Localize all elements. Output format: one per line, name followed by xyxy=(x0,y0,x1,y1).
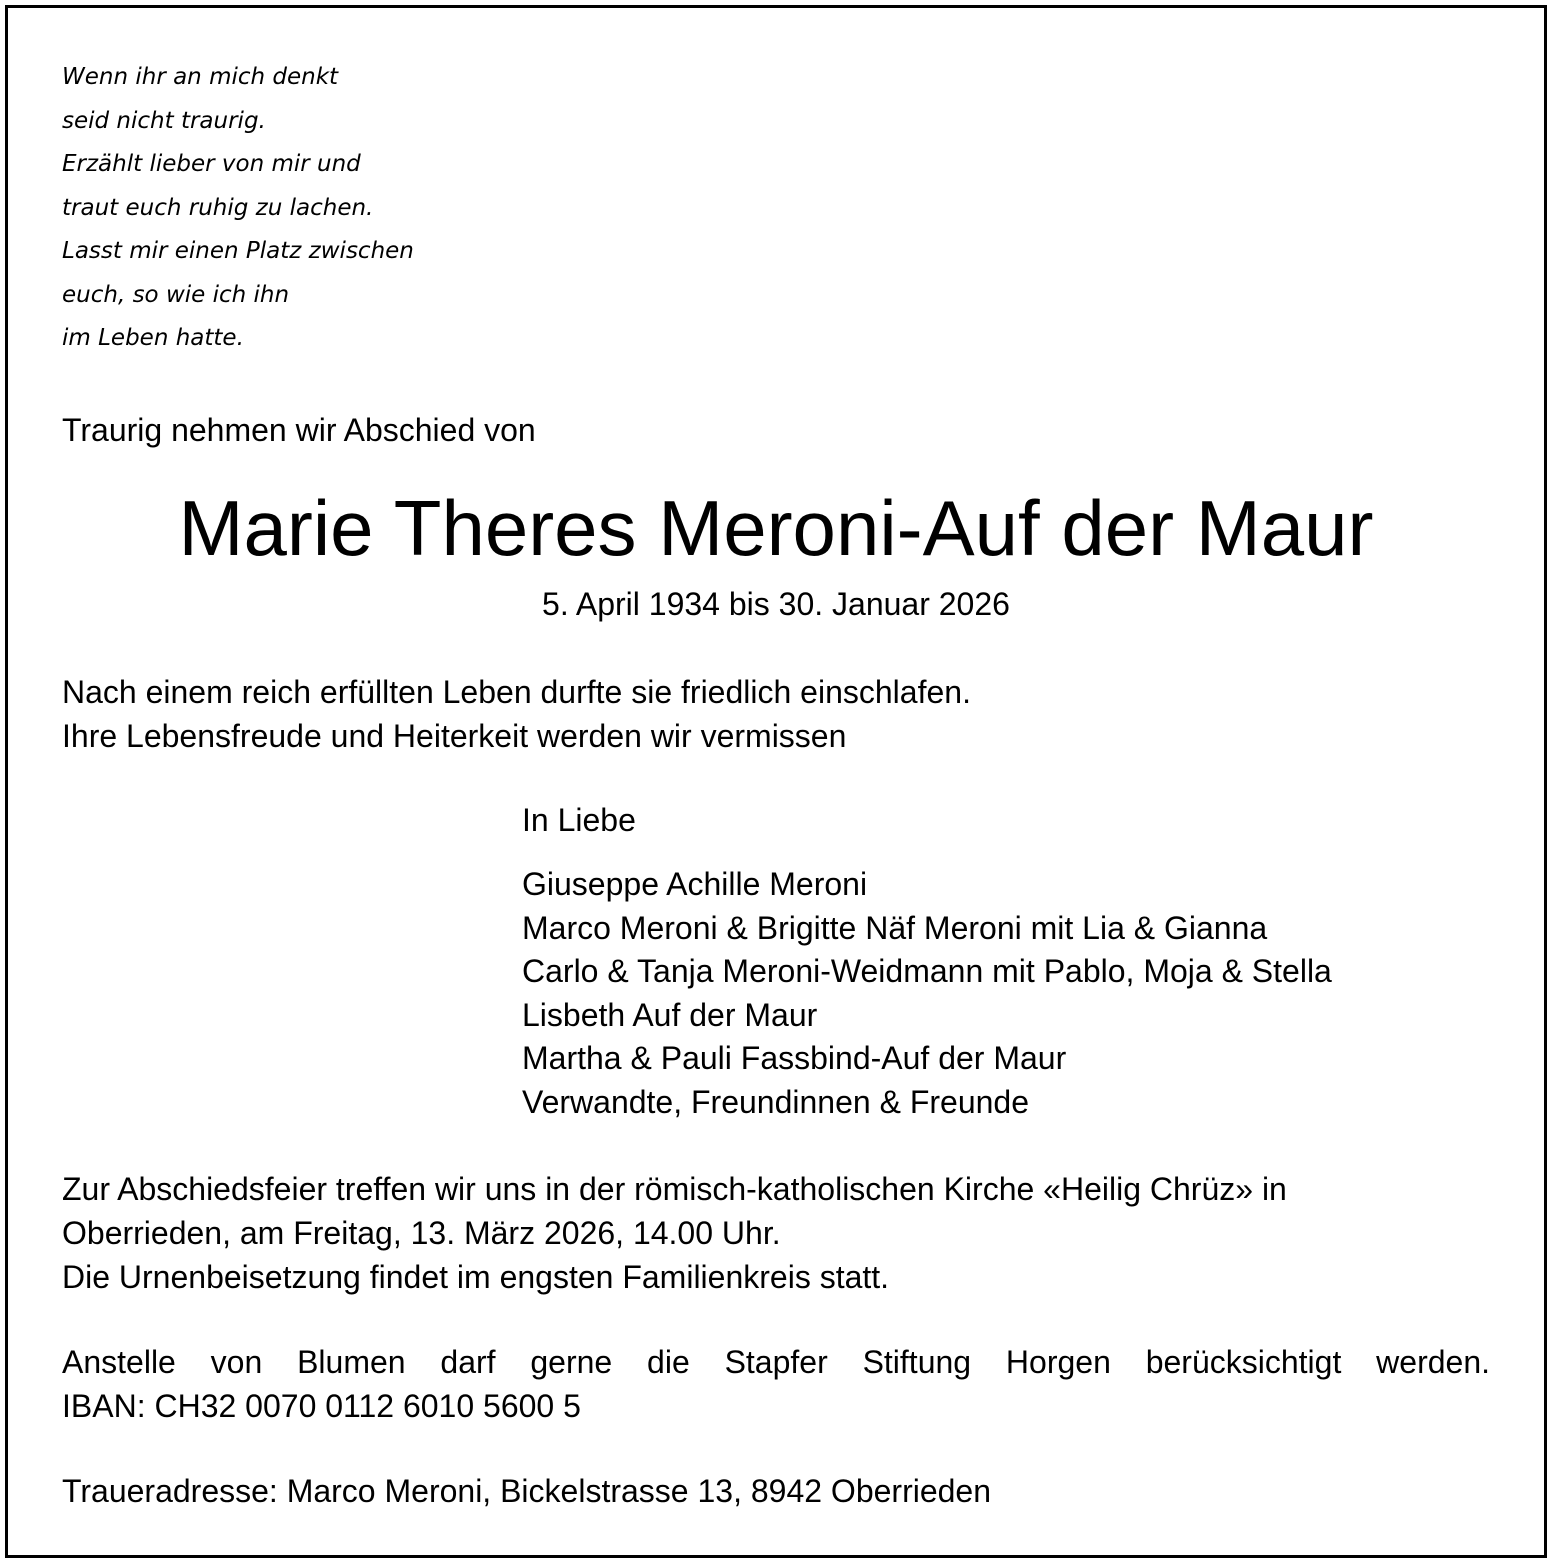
mourner-entry: Martha & Pauli Fassbind-Auf der Maur xyxy=(522,1040,1067,1077)
ceremony-info xyxy=(62,1167,1287,1299)
donation-text: Anstelle von Blumen darf gerne die Stapfer Stiftung Horgen berücksichtigt werden. xyxy=(62,1344,1490,1380)
donation-info xyxy=(62,1340,1490,1428)
closing-phrase: In Liebe xyxy=(522,802,636,838)
tribute-line: Nach einem reich erfüllten Leben durfte sie friedlich einschlafen. xyxy=(62,674,971,710)
mourner-entry: Verwandte, Freundinnen & Freunde xyxy=(522,1083,1029,1120)
mourner-entry: Giuseppe Achille Meroni xyxy=(522,866,868,902)
deceased-name: Marie Theres Meroni-Auf der Maur xyxy=(178,484,1374,572)
poem xyxy=(62,56,414,361)
life-dates: 5. April 1934 bis 30. Januar 2026 xyxy=(542,586,1010,622)
mourning-address: Traueradresse: Marco Meroni, Bickelstrasse 13, 8942 Oberrieden xyxy=(62,1473,992,1509)
ceremony-line: Oberrieden, am Freitag, 13. März 2026, 14.00 Uhr. xyxy=(62,1215,781,1251)
poem-line: Lasst mir einen Platz zwischen xyxy=(62,238,414,264)
iban-number: IBAN: CH32 0070 0112 6010 5600 5 xyxy=(62,1388,581,1424)
mourner-entry: Marco Meroni & Brigitte Näf Meroni mit Lia & Gianna xyxy=(522,909,1268,946)
ceremony-line: Zur Abschiedsfeier treffen wir uns in der römisch-katholischen Kirche «Heilig Chrüz» in xyxy=(62,1171,1287,1207)
mourner-entry: Lisbeth Auf der Maur xyxy=(522,996,818,1033)
tribute-line: Ihre Lebensfreude und Heiterkeit werden wir vermissen xyxy=(62,718,847,754)
poem-line: euch, so wie ich ihn xyxy=(62,281,290,308)
poem-line: im Leben hatte. xyxy=(62,325,244,351)
mourner-entry: Carlo & Tanja Meroni-Weidmann mit Pablo, Moja & Stella xyxy=(522,953,1332,990)
poem-line: seid nicht traurig. xyxy=(62,107,266,134)
poem-line: Erzählt lieber von mir und xyxy=(62,151,361,177)
poem-line: traut euch ruhig zu lachen. xyxy=(62,194,374,221)
mourners-list xyxy=(522,863,1332,1125)
farewell-intro: Traurig nehmen wir Abschied von xyxy=(62,412,536,448)
ceremony-line: Die Urnenbeisetzung findet im engsten Familienkreis statt. xyxy=(62,1259,890,1295)
tribute-text xyxy=(62,670,971,758)
poem-line: Wenn ihr an mich denkt xyxy=(62,64,339,90)
